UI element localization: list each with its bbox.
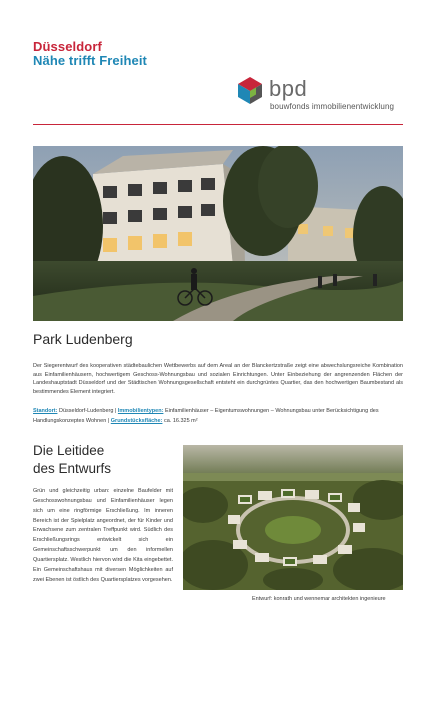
location-value: Düsseldorf-Ludenberg | (57, 408, 118, 414)
concept-heading-line2: des Entwurfs (33, 461, 112, 476)
header-slogan: Nähe trifft Freiheit (33, 53, 147, 68)
residential-buildings-dusk-photo-icon (33, 146, 403, 321)
concept-body: Grün und gleichzeitig urban: einzelne Baufelder mit Geschosswohnungsbau und Einfamilienhäuser legen sich um eine ringförmige Erschließung. Im inneren Bereich ist der Spielplatz angeordnet, der für Kinder und Erwachsene zum zentralen Treffpunkt wird. Südlich des Erschließungsrings entwickelt sich ein Gemeinschaftsschwerpunkt um den informellen Quartiersplatz. Westlich hiervon wird die Kita eingebettet. Ein Gemeinschaftshaus mit diversen Möglichkeiten auf zwei Ebenen ist östlich des Quartiersplatzes vorgesehen. (33, 488, 173, 583)
concept-heading (33, 442, 173, 478)
area-value: ca. 16.325 m² (162, 417, 198, 424)
image-caption: Entwurf: konrath und wennemar architekten ingenieure (252, 596, 386, 602)
bpd-cube-logo-icon (236, 75, 264, 105)
concept-heading-line1: Die Leitidee (33, 443, 105, 458)
area-label: Grundstücksfläche: (110, 417, 163, 424)
project-title: Park Ludenberg (33, 331, 133, 347)
location-label: Standort: (33, 408, 58, 414)
types-value: Einfamilienhäuser – Eigentumswohnungen – Wohnungsbau unter Berücksichtigung des Handlungskonzeptes Wohnen | (33, 408, 379, 424)
project-intro: Der Siegerentwurf des kooperativen städtebaulichen Wettbewerbs auf dem Areal an der Blanckertzstraße zeigt eine abwechslungsreiche Kombination aus Einfamilienhäusern, hochwertigem Geschoss-Wohnungsbau und sozialen Einrichtungen. Unter Einbeziehung der angrenzenden Flächen der Landeshauptstadt Düsseldorf und der Städtischen Wohnungsgesellschaft entsteht ein durchgrüntes Quartier, das den hochwertigen Baumbestand als bestimmendes Element integriert. (33, 363, 403, 395)
project-meta (33, 407, 403, 426)
types-label: Immobilientypen: (117, 408, 164, 414)
logo-subtitle: bouwfonds immobilienentwicklung (270, 102, 395, 111)
header-divider (33, 124, 403, 125)
aerial-neighborhood-photo-icon (183, 445, 403, 590)
logo-wordmark: bpd (269, 76, 308, 101)
header-city: Düsseldorf (33, 39, 102, 54)
